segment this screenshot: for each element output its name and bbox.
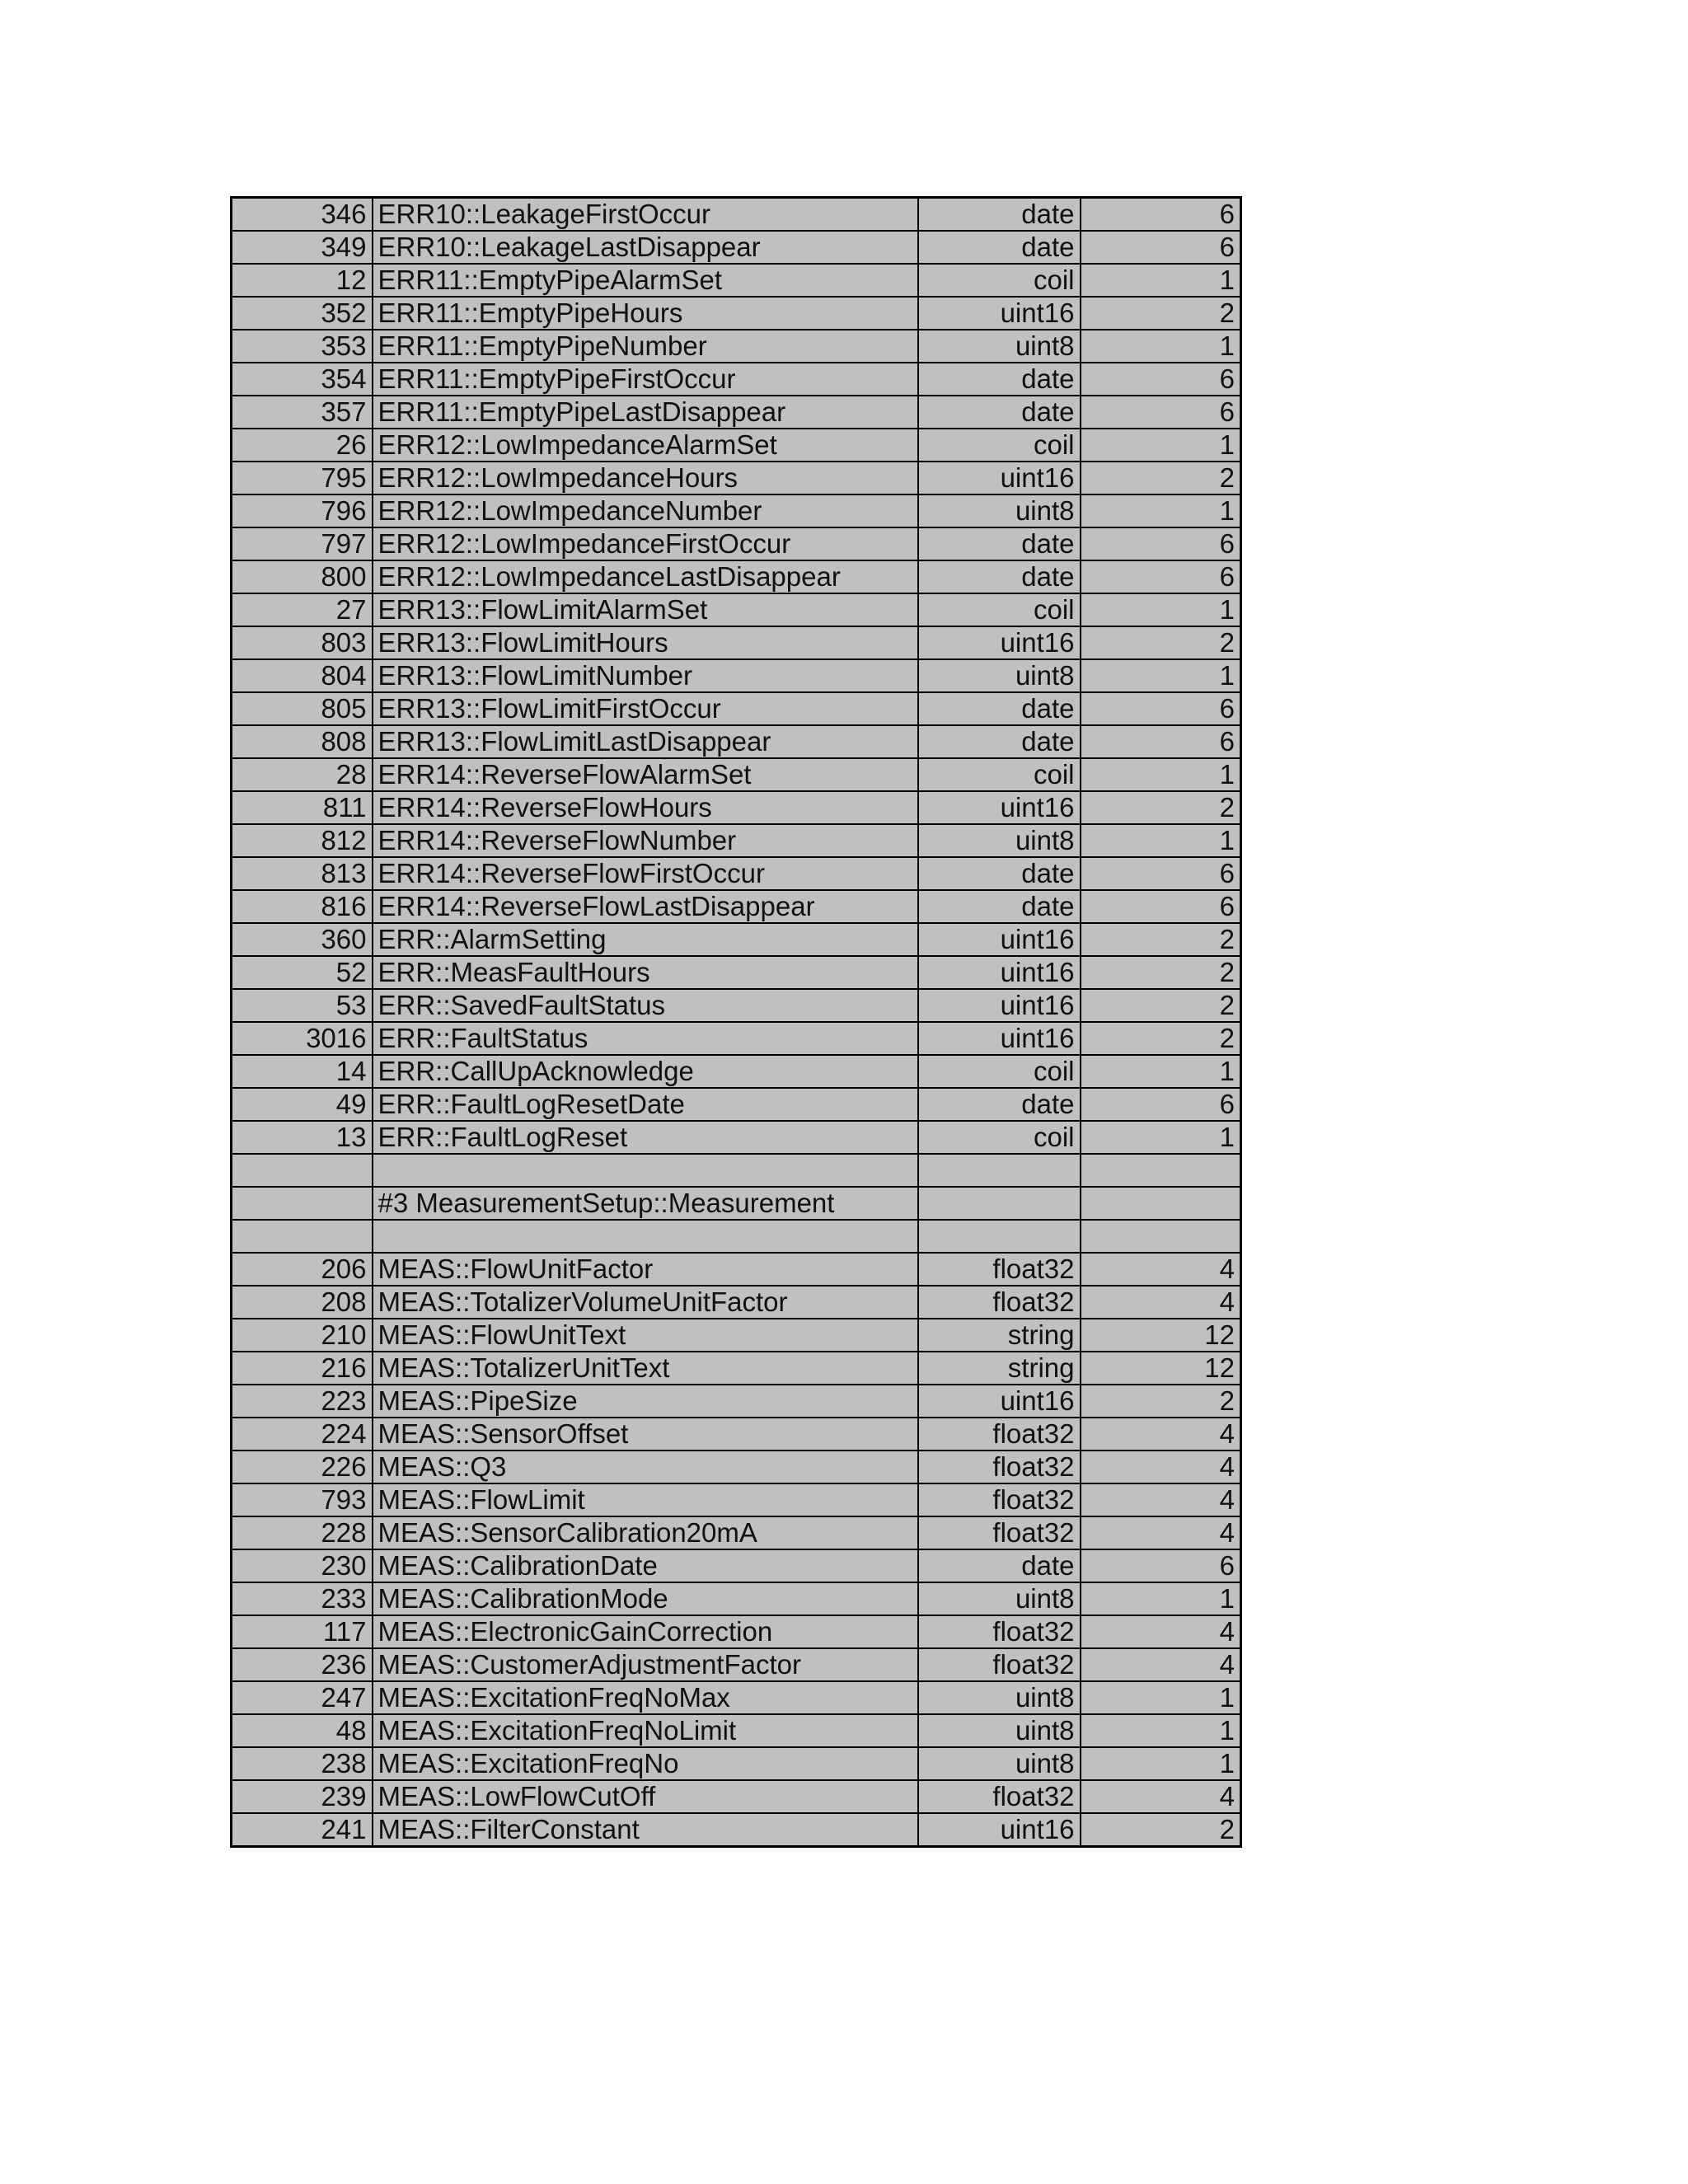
register-type-cell: coil bbox=[918, 264, 1081, 297]
register-name-cell bbox=[373, 1154, 918, 1187]
register-type-cell: uint8 bbox=[918, 1714, 1081, 1747]
register-size-cell bbox=[1081, 1154, 1241, 1187]
register-address-cell: 812 bbox=[232, 824, 373, 857]
register-address-cell: 224 bbox=[232, 1418, 373, 1451]
table-row bbox=[232, 527, 1241, 560]
register-name-cell: MEAS::TotalizerUnitText bbox=[373, 1352, 918, 1385]
register-name-cell: MEAS::ElectronicGainCorrection bbox=[373, 1615, 918, 1648]
register-type-cell bbox=[918, 1220, 1081, 1253]
register-size-cell: 2 bbox=[1081, 989, 1241, 1022]
register-address-cell: 117 bbox=[232, 1615, 373, 1648]
register-address-cell: 48 bbox=[232, 1714, 373, 1747]
register-type-cell: uint8 bbox=[918, 659, 1081, 692]
register-type-cell: float32 bbox=[918, 1451, 1081, 1483]
register-address-cell: 360 bbox=[232, 923, 373, 956]
register-type-cell: string bbox=[918, 1319, 1081, 1352]
register-address-cell: 53 bbox=[232, 989, 373, 1022]
register-size-cell: 4 bbox=[1081, 1516, 1241, 1549]
table-row bbox=[232, 264, 1241, 297]
register-name-cell: ERR12::LowImpedanceFirstOccur bbox=[373, 527, 918, 560]
register-size-cell: 4 bbox=[1081, 1253, 1241, 1286]
table-row bbox=[232, 791, 1241, 824]
register-address-cell: 233 bbox=[232, 1582, 373, 1615]
register-type-cell bbox=[918, 1154, 1081, 1187]
table-row bbox=[232, 396, 1241, 429]
register-name-cell: ERR14::ReverseFlowLastDisappear bbox=[373, 890, 918, 923]
register-type-cell: float32 bbox=[918, 1286, 1081, 1319]
register-name-cell: MEAS::FilterConstant bbox=[373, 1813, 918, 1847]
register-address-cell: 226 bbox=[232, 1451, 373, 1483]
register-address-cell: 805 bbox=[232, 692, 373, 725]
register-size-cell: 6 bbox=[1081, 1088, 1241, 1121]
register-address-cell: 793 bbox=[232, 1483, 373, 1516]
register-address-cell: 230 bbox=[232, 1549, 373, 1582]
register-type-cell: uint16 bbox=[918, 462, 1081, 494]
table-row bbox=[232, 626, 1241, 659]
table-row bbox=[232, 1582, 1241, 1615]
table-row bbox=[232, 1714, 1241, 1747]
table-row bbox=[232, 1352, 1241, 1385]
register-name-cell: ERR::MeasFaultHours bbox=[373, 956, 918, 989]
register-type-cell: date bbox=[918, 1088, 1081, 1121]
register-size-cell: 1 bbox=[1081, 264, 1241, 297]
register-size-cell: 4 bbox=[1081, 1286, 1241, 1319]
register-size-cell: 1 bbox=[1081, 593, 1241, 626]
register-size-cell: 1 bbox=[1081, 659, 1241, 692]
register-address-cell: 816 bbox=[232, 890, 373, 923]
table-row bbox=[232, 758, 1241, 791]
table-row bbox=[232, 494, 1241, 527]
register-type-cell: float32 bbox=[918, 1615, 1081, 1648]
register-name-cell: ERR14::ReverseFlowHours bbox=[373, 791, 918, 824]
table-row bbox=[232, 1253, 1241, 1286]
register-size-cell: 1 bbox=[1081, 824, 1241, 857]
register-size-cell: 6 bbox=[1081, 857, 1241, 890]
register-address-cell: 353 bbox=[232, 330, 373, 363]
table-row bbox=[232, 1187, 1241, 1220]
register-type-cell: uint16 bbox=[918, 297, 1081, 330]
register-name-cell: ERR11::EmptyPipeAlarmSet bbox=[373, 264, 918, 297]
table-row bbox=[232, 1121, 1241, 1154]
register-name-cell: MEAS::ExcitationFreqNoMax bbox=[373, 1681, 918, 1714]
register-size-cell: 2 bbox=[1081, 626, 1241, 659]
register-type-cell: float32 bbox=[918, 1253, 1081, 1286]
register-size-cell: 6 bbox=[1081, 527, 1241, 560]
register-address-cell: 238 bbox=[232, 1747, 373, 1780]
table-row bbox=[232, 363, 1241, 396]
register-name-cell: MEAS::LowFlowCutOff bbox=[373, 1780, 918, 1813]
register-address-cell: 223 bbox=[232, 1385, 373, 1418]
table-row bbox=[232, 1286, 1241, 1319]
register-size-cell: 1 bbox=[1081, 1681, 1241, 1714]
register-size-cell: 1 bbox=[1081, 1121, 1241, 1154]
register-address-cell: 241 bbox=[232, 1813, 373, 1847]
register-name-cell: ERR12::LowImpedanceNumber bbox=[373, 494, 918, 527]
register-address-cell: 12 bbox=[232, 264, 373, 297]
register-type-cell: date bbox=[918, 692, 1081, 725]
register-size-cell: 2 bbox=[1081, 297, 1241, 330]
table-row bbox=[232, 462, 1241, 494]
table-row bbox=[232, 429, 1241, 462]
register-table-body bbox=[232, 198, 1241, 1847]
register-type-cell: date bbox=[918, 725, 1081, 758]
register-type-cell: uint16 bbox=[918, 989, 1081, 1022]
register-address-cell: 236 bbox=[232, 1648, 373, 1681]
register-name-cell: ERR::FaultLogReset bbox=[373, 1121, 918, 1154]
register-type-cell: date bbox=[918, 396, 1081, 429]
table-row bbox=[232, 231, 1241, 264]
register-type-cell: date bbox=[918, 560, 1081, 593]
register-name-cell: ERR::CallUpAcknowledge bbox=[373, 1055, 918, 1088]
register-address-cell bbox=[232, 1187, 373, 1220]
register-name-cell: MEAS::PipeSize bbox=[373, 1385, 918, 1418]
register-name-cell: ERR11::EmptyPipeNumber bbox=[373, 330, 918, 363]
register-size-cell: 2 bbox=[1081, 791, 1241, 824]
table-row bbox=[232, 1780, 1241, 1813]
register-name-cell: ERR13::FlowLimitAlarmSet bbox=[373, 593, 918, 626]
register-size-cell: 2 bbox=[1081, 1385, 1241, 1418]
table-row bbox=[232, 857, 1241, 890]
register-size-cell: 6 bbox=[1081, 1549, 1241, 1582]
register-address-cell: 239 bbox=[232, 1780, 373, 1813]
register-type-cell: uint8 bbox=[918, 1747, 1081, 1780]
register-size-cell: 12 bbox=[1081, 1319, 1241, 1352]
table-row bbox=[232, 1681, 1241, 1714]
register-name-cell: ERR13::FlowLimitLastDisappear bbox=[373, 725, 918, 758]
register-address-cell: 3016 bbox=[232, 1022, 373, 1055]
table-row bbox=[232, 989, 1241, 1022]
register-type-cell: uint8 bbox=[918, 1681, 1081, 1714]
register-type-cell: coil bbox=[918, 593, 1081, 626]
table-row bbox=[232, 659, 1241, 692]
register-address-cell: 228 bbox=[232, 1516, 373, 1549]
register-type-cell: float32 bbox=[918, 1483, 1081, 1516]
register-name-cell: MEAS::ExcitationFreqNo bbox=[373, 1747, 918, 1780]
register-name-cell: ERR11::EmptyPipeLastDisappear bbox=[373, 396, 918, 429]
table-row bbox=[232, 1088, 1241, 1121]
register-name-cell: MEAS::CalibrationMode bbox=[373, 1582, 918, 1615]
register-type-cell: uint16 bbox=[918, 1022, 1081, 1055]
register-size-cell: 12 bbox=[1081, 1352, 1241, 1385]
register-name-cell: ERR::AlarmSetting bbox=[373, 923, 918, 956]
register-address-cell: 27 bbox=[232, 593, 373, 626]
table-row bbox=[232, 1319, 1241, 1352]
register-address-cell: 795 bbox=[232, 462, 373, 494]
register-size-cell: 6 bbox=[1081, 396, 1241, 429]
register-name-cell: ERR10::LeakageLastDisappear bbox=[373, 231, 918, 264]
register-size-cell: 4 bbox=[1081, 1615, 1241, 1648]
register-address-cell: 803 bbox=[232, 626, 373, 659]
table-row bbox=[232, 297, 1241, 330]
table-row bbox=[232, 692, 1241, 725]
register-name-cell: MEAS::ExcitationFreqNoLimit bbox=[373, 1714, 918, 1747]
register-size-cell: 2 bbox=[1081, 956, 1241, 989]
table-row bbox=[232, 1154, 1241, 1187]
register-name-cell: ERR12::LowImpedanceHours bbox=[373, 462, 918, 494]
register-size-cell: 1 bbox=[1081, 1582, 1241, 1615]
table-row bbox=[232, 593, 1241, 626]
register-name-cell: ERR11::EmptyPipeHours bbox=[373, 297, 918, 330]
register-size-cell: 2 bbox=[1081, 462, 1241, 494]
register-type-cell: coil bbox=[918, 429, 1081, 462]
register-type-cell: date bbox=[918, 198, 1081, 232]
register-size-cell: 1 bbox=[1081, 1714, 1241, 1747]
register-size-cell: 4 bbox=[1081, 1648, 1241, 1681]
register-type-cell: uint8 bbox=[918, 494, 1081, 527]
register-size-cell bbox=[1081, 1187, 1241, 1220]
table-row bbox=[232, 1747, 1241, 1780]
register-type-cell: uint16 bbox=[918, 626, 1081, 659]
register-size-cell: 6 bbox=[1081, 231, 1241, 264]
table-row bbox=[232, 1813, 1241, 1847]
register-address-cell: 49 bbox=[232, 1088, 373, 1121]
register-type-cell: uint16 bbox=[918, 923, 1081, 956]
register-name-cell: MEAS::FlowLimit bbox=[373, 1483, 918, 1516]
register-address-cell: 804 bbox=[232, 659, 373, 692]
table-row bbox=[232, 1055, 1241, 1088]
register-size-cell: 1 bbox=[1081, 330, 1241, 363]
table-row bbox=[232, 1615, 1241, 1648]
register-name-cell: MEAS::FlowUnitText bbox=[373, 1319, 918, 1352]
register-type-cell: coil bbox=[918, 1121, 1081, 1154]
register-name-cell: MEAS::FlowUnitFactor bbox=[373, 1253, 918, 1286]
register-address-cell: 796 bbox=[232, 494, 373, 527]
register-name-cell: ERR::FaultLogResetDate bbox=[373, 1088, 918, 1121]
register-address-cell: 346 bbox=[232, 198, 373, 232]
register-type-cell bbox=[918, 1187, 1081, 1220]
register-address-cell: 357 bbox=[232, 396, 373, 429]
register-size-cell: 6 bbox=[1081, 560, 1241, 593]
register-type-cell: float32 bbox=[918, 1516, 1081, 1549]
register-address-cell: 354 bbox=[232, 363, 373, 396]
table-row bbox=[232, 198, 1241, 232]
register-size-cell: 1 bbox=[1081, 758, 1241, 791]
register-size-cell: 6 bbox=[1081, 725, 1241, 758]
register-type-cell: uint16 bbox=[918, 791, 1081, 824]
table-row bbox=[232, 1451, 1241, 1483]
register-name-cell: ERR::SavedFaultStatus bbox=[373, 989, 918, 1022]
register-name-cell: ERR12::LowImpedanceAlarmSet bbox=[373, 429, 918, 462]
table-row bbox=[232, 1385, 1241, 1418]
table-row bbox=[232, 1549, 1241, 1582]
register-size-cell: 2 bbox=[1081, 1813, 1241, 1847]
register-size-cell: 4 bbox=[1081, 1418, 1241, 1451]
register-type-cell: string bbox=[918, 1352, 1081, 1385]
register-address-cell: 13 bbox=[232, 1121, 373, 1154]
register-size-cell: 1 bbox=[1081, 429, 1241, 462]
table-row bbox=[232, 824, 1241, 857]
register-type-cell: uint16 bbox=[918, 1385, 1081, 1418]
register-size-cell: 6 bbox=[1081, 363, 1241, 396]
register-name-cell: MEAS::CustomerAdjustmentFactor bbox=[373, 1648, 918, 1681]
register-type-cell: uint16 bbox=[918, 1813, 1081, 1847]
register-size-cell: 2 bbox=[1081, 923, 1241, 956]
register-type-cell: uint8 bbox=[918, 1582, 1081, 1615]
register-address-cell bbox=[232, 1220, 373, 1253]
register-size-cell: 6 bbox=[1081, 890, 1241, 923]
register-type-cell: date bbox=[918, 363, 1081, 396]
register-name-cell: ERR11::EmptyPipeFirstOccur bbox=[373, 363, 918, 396]
register-size-cell: 1 bbox=[1081, 1747, 1241, 1780]
register-size-cell: 2 bbox=[1081, 1022, 1241, 1055]
register-name-cell: MEAS::SensorCalibration20mA bbox=[373, 1516, 918, 1549]
table-row bbox=[232, 1516, 1241, 1549]
register-address-cell: 26 bbox=[232, 429, 373, 462]
register-name-cell: MEAS::TotalizerVolumeUnitFactor bbox=[373, 1286, 918, 1319]
register-name-cell: ERR10::LeakageFirstOccur bbox=[373, 198, 918, 232]
register-address-cell: 247 bbox=[232, 1681, 373, 1714]
register-address-cell: 210 bbox=[232, 1319, 373, 1352]
register-size-cell: 1 bbox=[1081, 1055, 1241, 1088]
register-table bbox=[230, 196, 1242, 1848]
table-row bbox=[232, 725, 1241, 758]
register-name-cell: ERR::FaultStatus bbox=[373, 1022, 918, 1055]
table-row bbox=[232, 890, 1241, 923]
register-type-cell: date bbox=[918, 1549, 1081, 1582]
register-type-cell: float32 bbox=[918, 1780, 1081, 1813]
register-type-cell: date bbox=[918, 857, 1081, 890]
register-address-cell: 14 bbox=[232, 1055, 373, 1088]
register-name-cell: #3 MeasurementSetup::Measurement bbox=[373, 1187, 918, 1220]
register-size-cell bbox=[1081, 1220, 1241, 1253]
table-row bbox=[232, 1220, 1241, 1253]
register-type-cell: date bbox=[918, 890, 1081, 923]
register-type-cell: uint8 bbox=[918, 330, 1081, 363]
register-name-cell: ERR13::FlowLimitFirstOccur bbox=[373, 692, 918, 725]
register-type-cell: uint16 bbox=[918, 956, 1081, 989]
register-type-cell: coil bbox=[918, 758, 1081, 791]
table-row bbox=[232, 1022, 1241, 1055]
register-size-cell: 6 bbox=[1081, 692, 1241, 725]
table-row bbox=[232, 1648, 1241, 1681]
register-type-cell: date bbox=[918, 527, 1081, 560]
table-row bbox=[232, 560, 1241, 593]
register-address-cell: 813 bbox=[232, 857, 373, 890]
register-address-cell: 352 bbox=[232, 297, 373, 330]
register-size-cell: 4 bbox=[1081, 1483, 1241, 1516]
register-type-cell: float32 bbox=[918, 1418, 1081, 1451]
register-address-cell: 216 bbox=[232, 1352, 373, 1385]
register-name-cell: ERR12::LowImpedanceLastDisappear bbox=[373, 560, 918, 593]
register-name-cell: ERR14::ReverseFlowAlarmSet bbox=[373, 758, 918, 791]
register-size-cell: 4 bbox=[1081, 1780, 1241, 1813]
table-row bbox=[232, 1418, 1241, 1451]
register-name-cell: ERR14::ReverseFlowNumber bbox=[373, 824, 918, 857]
table-row bbox=[232, 1483, 1241, 1516]
register-address-cell: 28 bbox=[232, 758, 373, 791]
register-size-cell: 6 bbox=[1081, 198, 1241, 232]
register-name-cell: MEAS::SensorOffset bbox=[373, 1418, 918, 1451]
register-address-cell: 52 bbox=[232, 956, 373, 989]
register-address-cell: 811 bbox=[232, 791, 373, 824]
register-address-cell bbox=[232, 1154, 373, 1187]
register-address-cell: 808 bbox=[232, 725, 373, 758]
table-row bbox=[232, 923, 1241, 956]
register-size-cell: 1 bbox=[1081, 494, 1241, 527]
register-name-cell: ERR14::ReverseFlowFirstOccur bbox=[373, 857, 918, 890]
table-row bbox=[232, 330, 1241, 363]
register-address-cell: 800 bbox=[232, 560, 373, 593]
register-type-cell: coil bbox=[918, 1055, 1081, 1088]
register-address-cell: 208 bbox=[232, 1286, 373, 1319]
register-name-cell: MEAS::Q3 bbox=[373, 1451, 918, 1483]
register-address-cell: 797 bbox=[232, 527, 373, 560]
register-type-cell: float32 bbox=[918, 1648, 1081, 1681]
register-name-cell: ERR13::FlowLimitHours bbox=[373, 626, 918, 659]
register-type-cell: date bbox=[918, 231, 1081, 264]
register-name-cell: MEAS::CalibrationDate bbox=[373, 1549, 918, 1582]
register-name-cell: ERR13::FlowLimitNumber bbox=[373, 659, 918, 692]
register-address-cell: 349 bbox=[232, 231, 373, 264]
register-size-cell: 4 bbox=[1081, 1451, 1241, 1483]
register-type-cell: uint8 bbox=[918, 824, 1081, 857]
register-address-cell: 206 bbox=[232, 1253, 373, 1286]
table-row bbox=[232, 956, 1241, 989]
register-name-cell bbox=[373, 1220, 918, 1253]
